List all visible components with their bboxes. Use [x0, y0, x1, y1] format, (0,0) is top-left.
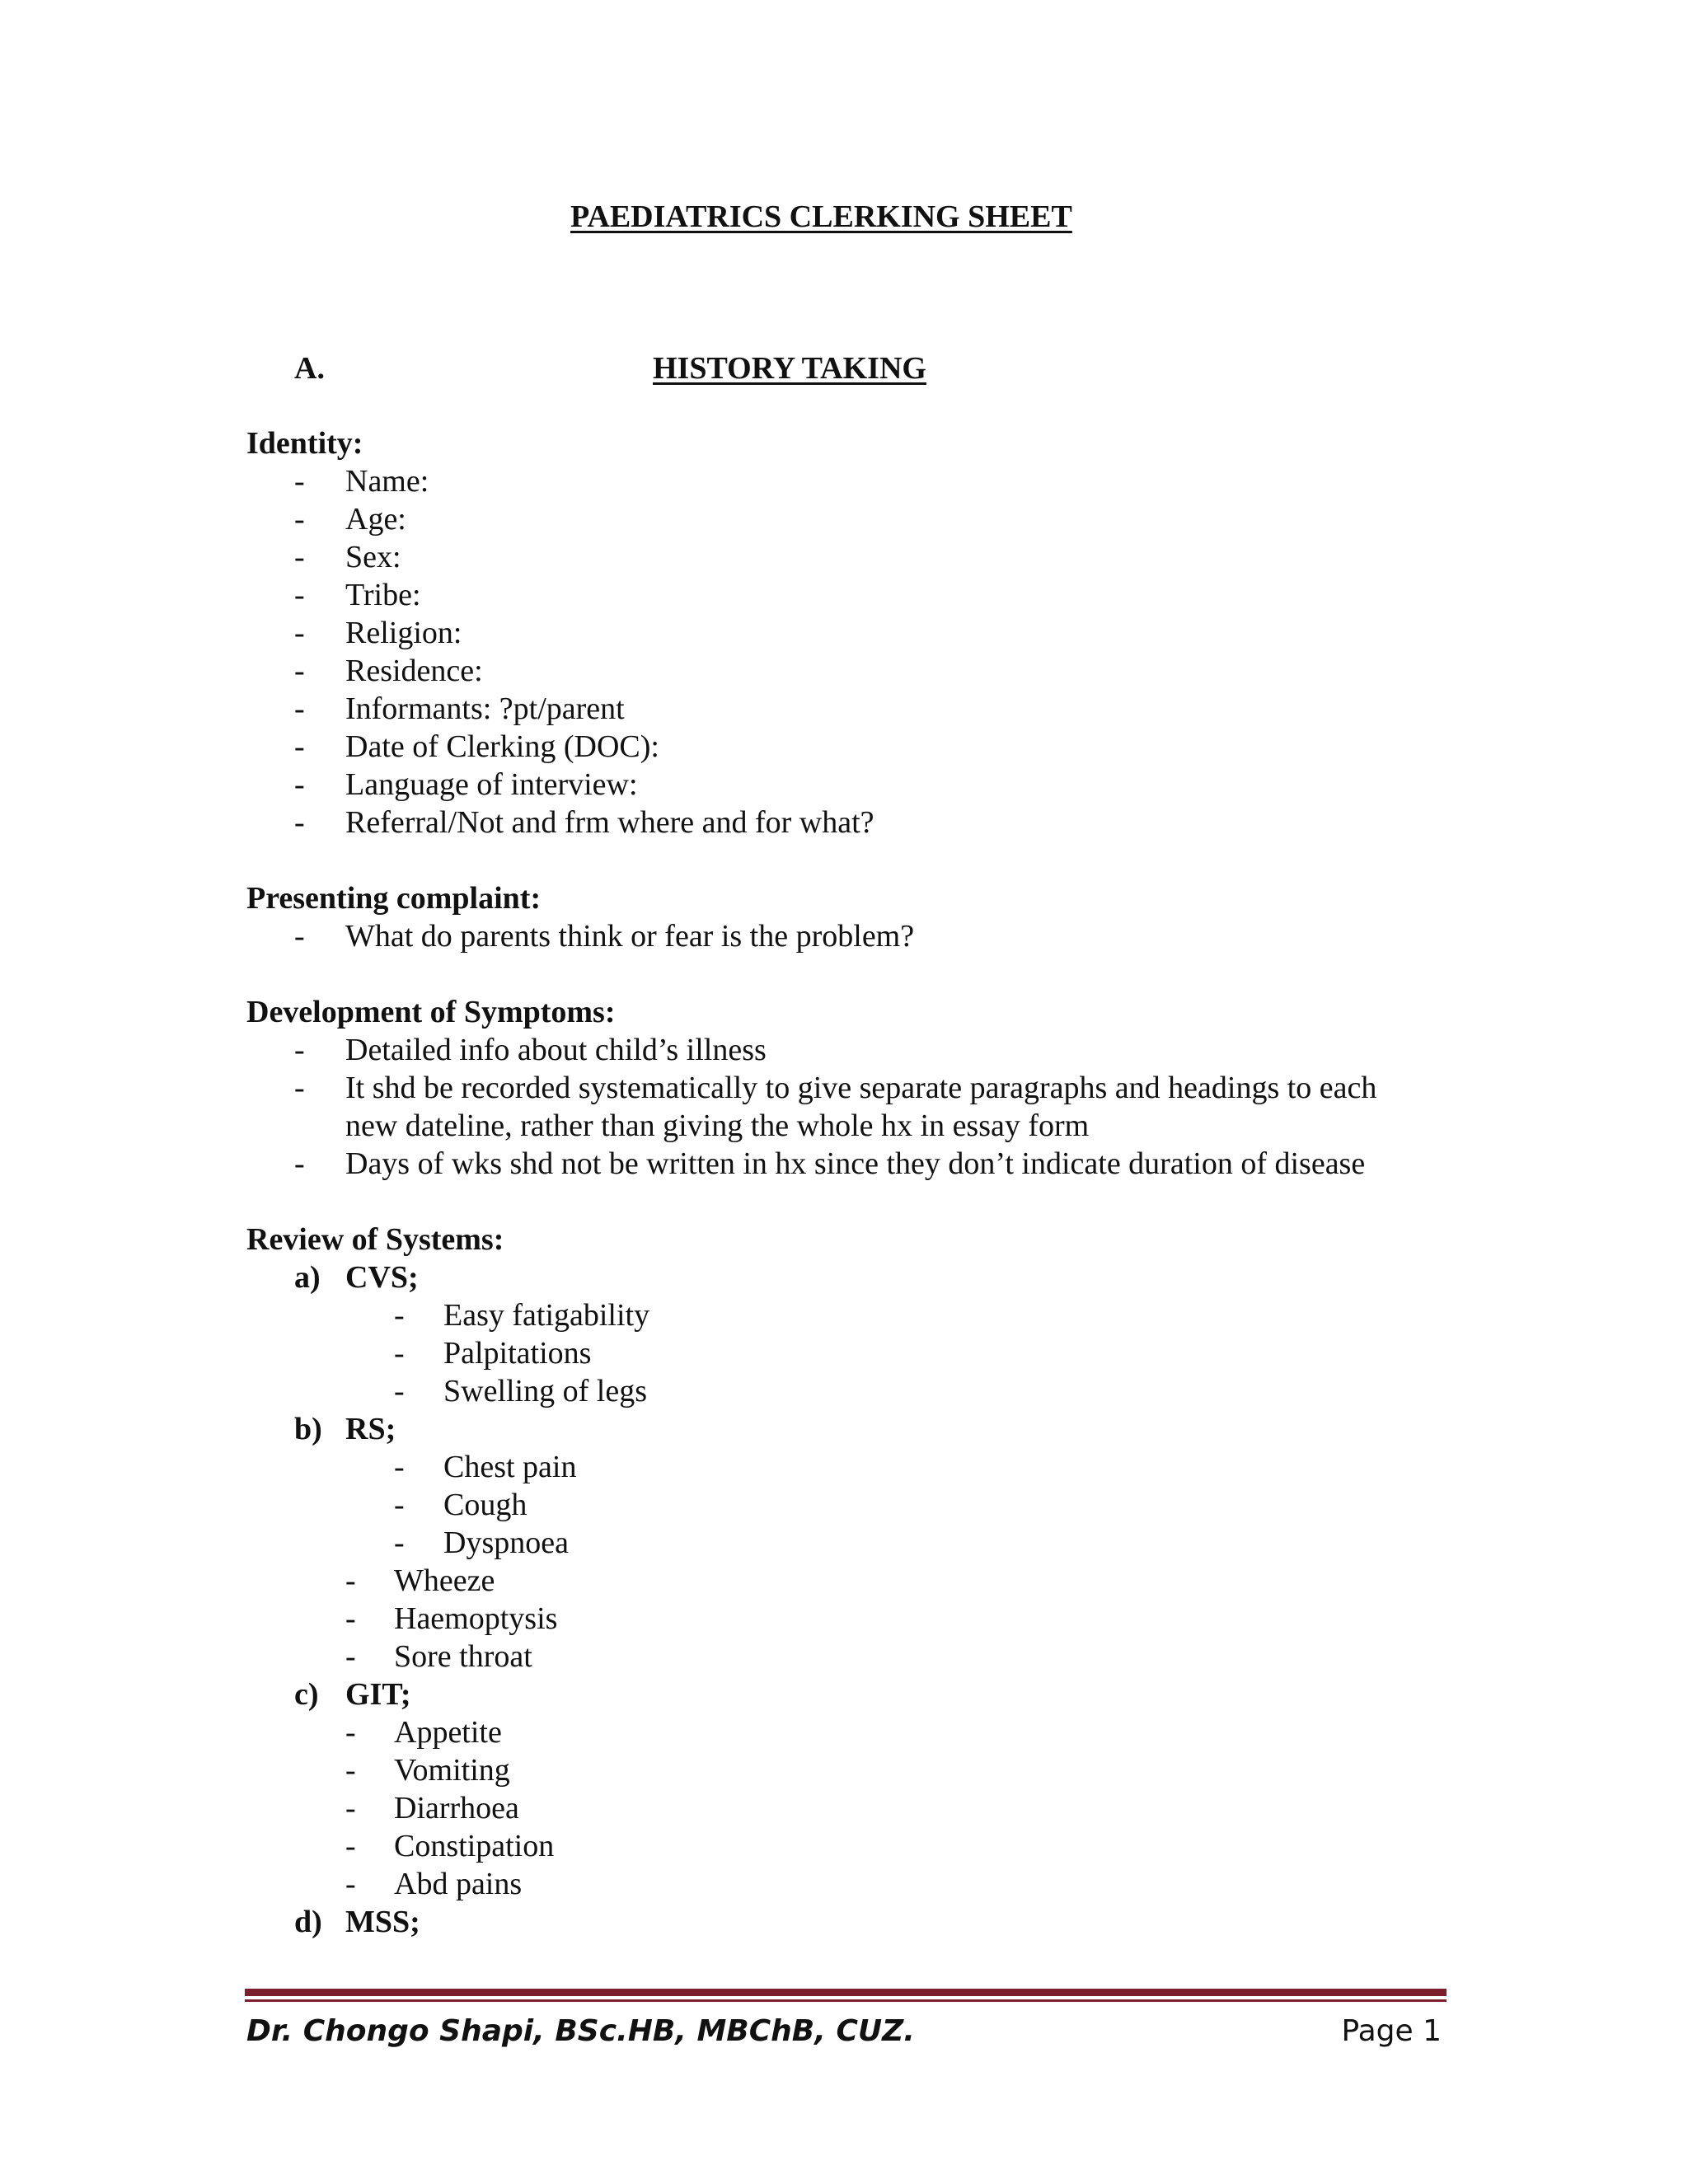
page-title: PAEDIATRICS CLERKING SHEET [570, 199, 1072, 234]
system-item: Sore throat [394, 1639, 532, 1674]
system-item: Appetite [394, 1715, 502, 1750]
system-letter: d) [294, 1905, 322, 1939]
system-item: Wheeze [394, 1563, 495, 1598]
system-item: Haemoptysis [394, 1601, 558, 1636]
identity-item: Referral/Not and frm where and for what? [345, 805, 874, 840]
system-item: Easy fatigability [443, 1298, 650, 1333]
system-letter: c) [294, 1677, 319, 1712]
bullet-dash: - [294, 805, 305, 840]
bullet-dash: - [394, 1526, 405, 1560]
bullet-dash: - [294, 1071, 305, 1105]
bullet-dash: - [294, 578, 305, 612]
page-number: Page 1 [1341, 2014, 1442, 2048]
system-item: Abd pains [394, 1867, 523, 1901]
footer-author: Dr. Chongo Shapi, BSc.HB, MBChB, CUZ. [246, 2014, 915, 2048]
review-heading: Review of Systems: [246, 1222, 504, 1257]
bullet-dash: - [294, 767, 305, 802]
bullet-dash: - [294, 502, 305, 537]
system-letter: b) [294, 1412, 322, 1446]
bullet-dash: - [294, 654, 305, 688]
bullet-dash: - [394, 1374, 405, 1408]
bullet-dash: - [294, 691, 305, 726]
development-item: Detailed info about child’s illness [345, 1033, 767, 1067]
identity-item: Informants: ?pt/parent [345, 691, 625, 726]
system-name-cvs: CVS; [345, 1260, 419, 1295]
bullet-dash: - [345, 1753, 356, 1788]
system-item: Dyspnoea [443, 1526, 569, 1560]
footer-rule-thin [245, 1999, 1447, 2002]
identity-item: Sex: [345, 540, 401, 574]
identity-item: Date of Clerking (DOC): [345, 729, 659, 764]
bullet-dash: - [345, 1601, 356, 1636]
bullet-dash: - [345, 1715, 356, 1750]
system-item: Chest pain [443, 1450, 577, 1484]
identity-item: Name: [345, 464, 429, 499]
system-name-rs: RS; [345, 1412, 396, 1446]
bullet-dash: - [294, 464, 305, 499]
development-item: Days of wks shd not be written in hx since they don’t indicate duration of disease [345, 1146, 1366, 1181]
bullet-dash: - [294, 919, 305, 954]
identity-heading: Identity: [246, 426, 363, 461]
section-letter: A. [294, 351, 325, 386]
bullet-dash: - [394, 1336, 405, 1371]
bullet-dash: - [345, 1867, 356, 1901]
presenting-heading: Presenting complaint: [246, 881, 542, 916]
system-name-mss: MSS; [345, 1905, 420, 1939]
identity-item: Residence: [345, 654, 483, 688]
bullet-dash: - [394, 1488, 405, 1522]
bullet-dash: - [294, 616, 305, 650]
bullet-dash: - [294, 729, 305, 764]
development-heading: Development of Symptoms: [246, 995, 616, 1029]
development-item-continued: new dateline, rather than giving the whole hx in essay form [345, 1108, 1090, 1143]
system-item: Cough [443, 1488, 528, 1522]
bullet-dash: - [345, 1791, 356, 1825]
bullet-dash: - [345, 1563, 356, 1598]
development-item: It shd be recorded systematically to give separate paragraphs and headings to each [345, 1071, 1377, 1105]
bullet-dash: - [394, 1450, 405, 1484]
system-letter: a) [294, 1260, 321, 1295]
bullet-dash: - [294, 1146, 305, 1181]
section-heading: HISTORY TAKING [653, 351, 926, 386]
system-item: Swelling of legs [443, 1374, 647, 1408]
identity-item: Religion: [345, 616, 462, 650]
identity-item: Age: [345, 502, 406, 537]
bullet-dash: - [345, 1639, 356, 1674]
system-item: Diarrhoea [394, 1791, 519, 1825]
bullet-dash: - [294, 540, 305, 574]
presenting-item: What do parents think or fear is the problem? [345, 919, 915, 954]
bullet-dash: - [394, 1298, 405, 1333]
identity-item: Tribe: [345, 578, 421, 612]
bullet-dash: - [294, 1033, 305, 1067]
identity-item: Language of interview: [345, 767, 638, 802]
bullet-dash: - [345, 1829, 356, 1863]
footer-rule-thick [245, 1989, 1447, 1996]
system-item: Constipation [394, 1829, 555, 1863]
system-item: Vomiting [394, 1753, 510, 1788]
system-name-git: GIT; [345, 1677, 411, 1712]
system-item: Palpitations [443, 1336, 592, 1371]
